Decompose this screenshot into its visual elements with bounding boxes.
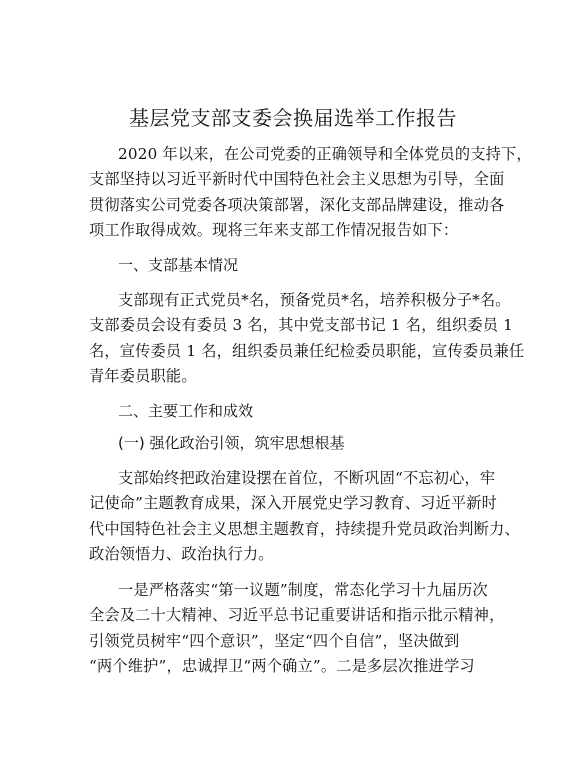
para-a-line-2: 记使命”主题教育成果，深入开展党史学习教育、习近平新时: [89, 494, 498, 512]
intro-line-3: 贯彻落实公司党委各项决策部署，深化支部品牌建设，推动各: [89, 196, 505, 214]
section1-line-2: 支部委员会设有委员 3 名，其中党支部书记 1 名，组织委员 1: [89, 316, 514, 334]
para-a-line-3: 代中国特色社会主义思想主题教育，持续提升党员政治判断力、: [89, 520, 520, 538]
intro-line-4: 项工作取得成效。现将三年来支部工作情况报告如下：: [89, 221, 459, 239]
intro-line-2: 支部坚持以习近平新时代中国特色社会主义思想为引导，全面: [89, 170, 505, 188]
para-b-line-2: 全会及二十大精神、习近平总书记重要讲话和指示批示精神，: [89, 606, 505, 624]
section-heading-basic-info: 一、支部基本情况: [118, 256, 239, 274]
para-b-line-4: “两个维护”，忠诚捍卫“两个确立”。二是多层次推进学习: [89, 657, 475, 675]
section1-line-4: 青年委员职能。: [89, 367, 197, 385]
section1-line-3: 名，宣传委员 1 名，组织委员兼任纪检委员职能，宣传委员兼任: [89, 342, 525, 360]
intro-line-1: 2020 年以来，在公司党委的正确领导和全体党员的支持下，: [118, 145, 532, 163]
para-a-line-4: 政治领悟力、政治执行力。: [89, 545, 274, 563]
para-b-line-3: 引领党员树牢“四个意识”，坚定“四个自信”，坚决做到: [89, 632, 460, 650]
document-title: 基层党支部支委会换届选举工作报告: [129, 106, 457, 130]
para-b-line-1: 一是严格落实“第一议题”制度，常态化学习十九届历次: [118, 581, 488, 599]
para-a-line-1: 支部始终把政治建设摆在首位，不断巩固“不忘初心，牢: [118, 469, 496, 487]
section1-line-1: 支部现有正式党员*名，预备党员*名，培养积极分子*名。: [118, 291, 511, 309]
subsection-heading-political: (一) 强化政治引领，筑牢思想根基: [118, 434, 345, 452]
section-heading-main-work: 二、主要工作和成效: [118, 402, 254, 420]
